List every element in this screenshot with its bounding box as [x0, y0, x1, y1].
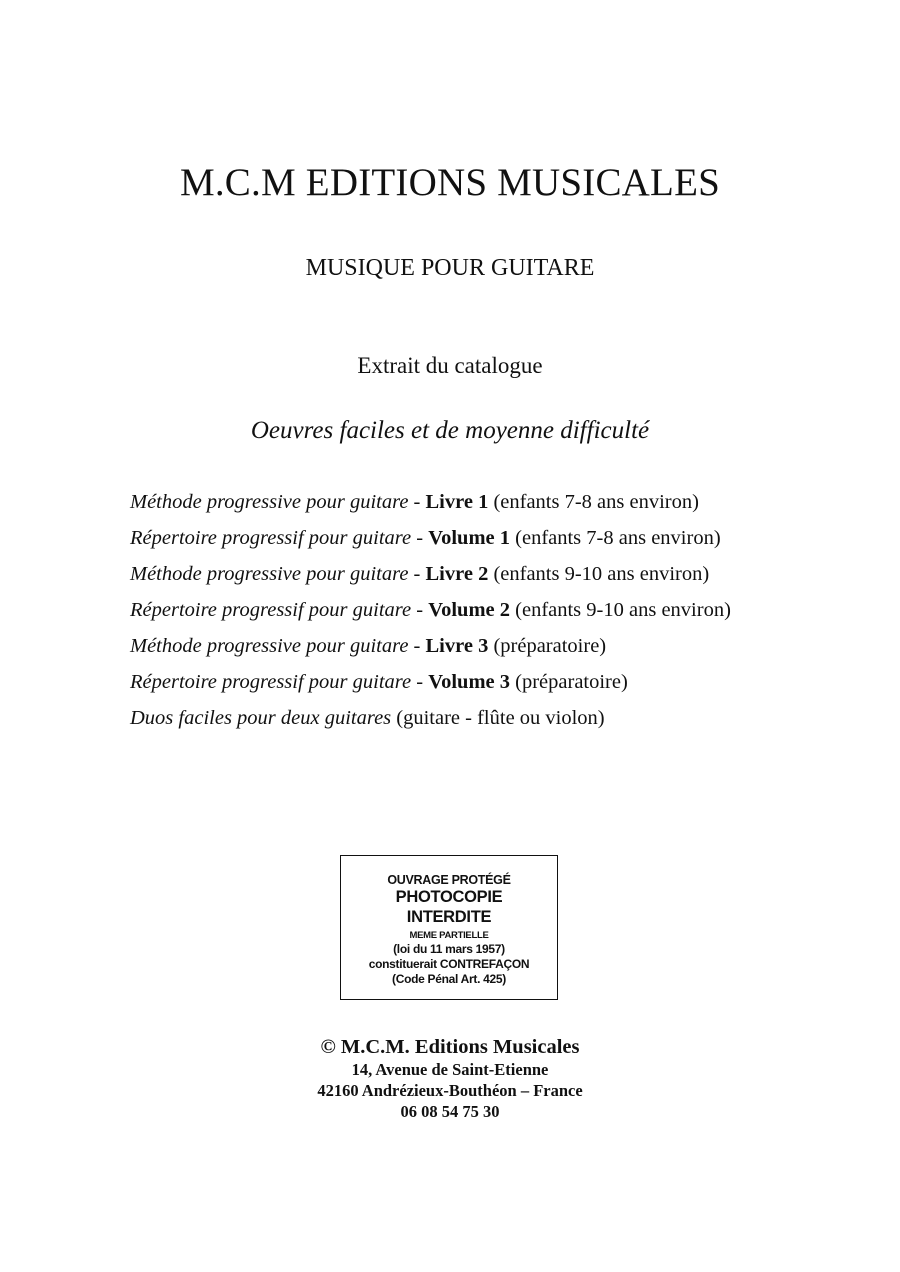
copyright-notice-box: [340, 855, 558, 1000]
notice-forbidden: INTERDITE: [406, 908, 492, 926]
separator: -: [411, 527, 429, 549]
notice-penal-code: (Code Pénal Art. 425): [392, 972, 506, 986]
difficulty-heading: Oeuvres faciles et de moyenne difficulté: [250, 417, 650, 444]
work-part: Livre 2: [425, 563, 489, 585]
list-item: [130, 703, 731, 739]
notice-law: (loi du 11 mars 1957): [393, 942, 505, 956]
work-part: Livre 1: [425, 491, 489, 513]
work-title: Répertoire progressif pour guitare: [130, 527, 412, 549]
catalogue-list: [130, 487, 731, 739]
notice-partial: MEME PARTIELLE: [409, 930, 489, 941]
address-street: 14, Avenue de Saint-Etienne: [351, 1060, 549, 1079]
work-part: Volume 3: [428, 671, 511, 693]
separator: -: [411, 671, 429, 693]
list-item: [130, 487, 731, 523]
work-note: (préparatoire): [510, 671, 628, 693]
work-note: (enfants 7-8 ans environ): [510, 527, 721, 549]
work-part: Volume 1: [428, 527, 511, 549]
list-item: [130, 595, 731, 631]
address-city: 42160 Andrézieux-Bouthéon – France: [317, 1081, 583, 1100]
work-note: (enfants 9-10 ans environ): [488, 563, 710, 585]
publisher-title: M.C.M EDITIONS MUSICALES: [179, 161, 720, 204]
list-item: [130, 559, 731, 595]
work-title: Duos faciles pour deux guitares: [130, 707, 392, 729]
separator: -: [408, 491, 426, 513]
work-title: Méthode progressive pour guitare: [130, 635, 409, 657]
page-subtitle: MUSIQUE POUR GUITARE: [305, 255, 595, 281]
notice-counterfeit: constituerait CONTREFAÇON: [368, 957, 530, 971]
list-item: [130, 523, 731, 559]
notice-photocopy: PHOTOCOPIE: [395, 888, 503, 906]
work-title: Répertoire progressif pour guitare: [130, 599, 412, 621]
work-part: Livre 3: [425, 635, 489, 657]
work-title: Méthode progressive pour guitare: [130, 491, 409, 513]
work-note: (enfants 9-10 ans environ): [510, 599, 731, 621]
work-title: Répertoire progressif pour guitare: [130, 671, 412, 693]
catalogue-heading: Extrait du catalogue: [357, 353, 543, 378]
work-title: Méthode progressive pour guitare: [130, 563, 409, 585]
notice-protected: OUVRAGE PROTÉGÉ: [387, 873, 511, 887]
list-item: [130, 631, 731, 667]
work-note: (guitare - flûte ou violon): [391, 707, 605, 729]
phone-number: 06 08 54 75 30: [400, 1102, 500, 1121]
separator: -: [411, 599, 429, 621]
work-note: (enfants 7-8 ans environ): [488, 491, 699, 513]
copyright-line: © M.C.M. Editions Musicales: [320, 1036, 580, 1058]
work-note: (préparatoire): [488, 635, 607, 657]
separator: -: [408, 635, 426, 657]
list-item: [130, 667, 731, 703]
work-part: Volume 2: [428, 599, 511, 621]
separator: -: [408, 563, 426, 585]
